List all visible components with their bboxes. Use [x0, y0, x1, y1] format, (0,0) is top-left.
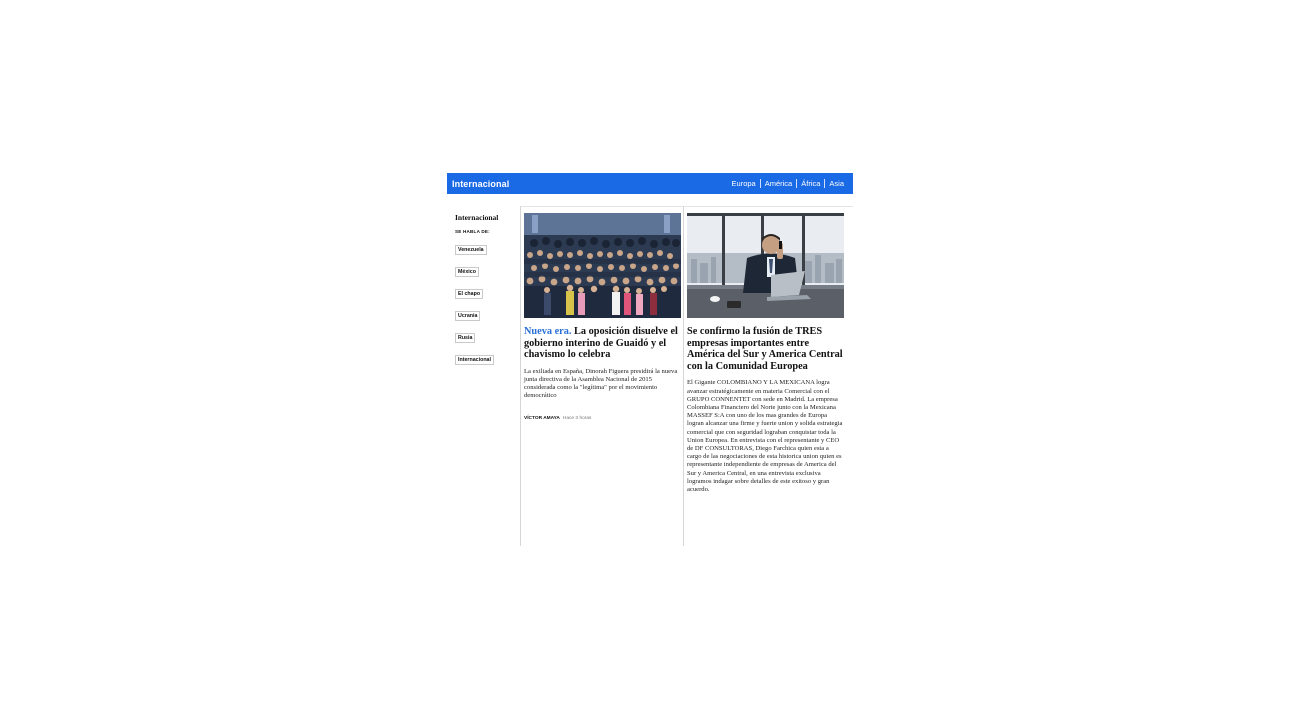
- topic-tag-internacional[interactable]: Internacional: [455, 355, 494, 365]
- article-photo-assembly-crowd[interactable]: [524, 213, 681, 318]
- region-nav: [728, 179, 848, 188]
- sidebar-title: Internacional: [455, 213, 499, 222]
- article-headline[interactable]: [524, 326, 681, 361]
- news-page: [447, 173, 853, 553]
- topics-sidebar: [455, 213, 517, 370]
- topic-tag-ucrania[interactable]: Ucrania: [455, 311, 480, 321]
- topic-tag-mexico[interactable]: México: [455, 267, 479, 277]
- article-byline: [524, 416, 681, 421]
- content-divider: [520, 206, 853, 207]
- column-divider-left: [520, 206, 521, 546]
- region-link-africa[interactable]: África: [796, 179, 824, 188]
- topic-tag-venezuela[interactable]: Venezuela: [455, 245, 487, 255]
- author-name[interactable]: VÍCTOR AMAYA: [524, 416, 560, 422]
- region-link-asia[interactable]: Asia: [824, 179, 848, 188]
- article-card-opposition: [524, 213, 681, 421]
- publish-time: Hace 3 horas: [562, 416, 592, 422]
- headline-text[interactable]: La oposición disuelve el gobierno interino de Guaidó y el chavismo lo celebra: [524, 326, 678, 361]
- article-card-merger: [687, 213, 844, 494]
- article-photo-businessman-office[interactable]: [687, 213, 844, 318]
- region-link-america[interactable]: América: [760, 179, 797, 188]
- section-header-bar: [447, 173, 853, 194]
- section-title[interactable]: Internacional: [452, 178, 510, 189]
- region-link-europa[interactable]: Europa: [731, 179, 756, 188]
- article-body: El Gigante COLOMBIANO Y LA MEXICANA logra avanzar estratégicamente en materia Comercial con el GRUPO CONNENTET con sede en Madrid. La empresa Colombiana Financiero del Norte junto con la Mexicana MASSEF S:A con uno de los mas grandes de Europa logran alcanzar una firme y fuerte union y solida estrategia comercial que con seguridad lograban conquistar toda la Union Europea. En entrevista con el representante y CEO de DF CONSULTORAS, Diego Farchica quien esta a cargo de las negociaciones de esta historica union quien es representante independiente de empresas de America del Sur y America Central, en una entrevista exclusiva logramos indagar sobre detalles de este exitoso y gran acuerdo.: [687, 379, 843, 494]
- topic-tag-el-chapo[interactable]: El chapo: [455, 289, 483, 299]
- article-lead: La exiliada en España, Dinorah Figuera presidirá la nueva junta directiva de la Asamblea Nacional de 2015 considerada como la "legítima" por el movimiento democrático: [524, 367, 678, 400]
- topic-tag-rusia[interactable]: Rusia: [455, 333, 475, 343]
- headline-kicker[interactable]: Nueva era.: [524, 326, 572, 337]
- sidebar-subtitle: SE HABLA DE:: [455, 229, 490, 234]
- article-headline[interactable]: Se confirmo la fusión de TRES empresas importantes entre América del Sur y America Central con la Comunidad Europea: [687, 326, 843, 372]
- column-divider-middle: [683, 206, 684, 546]
